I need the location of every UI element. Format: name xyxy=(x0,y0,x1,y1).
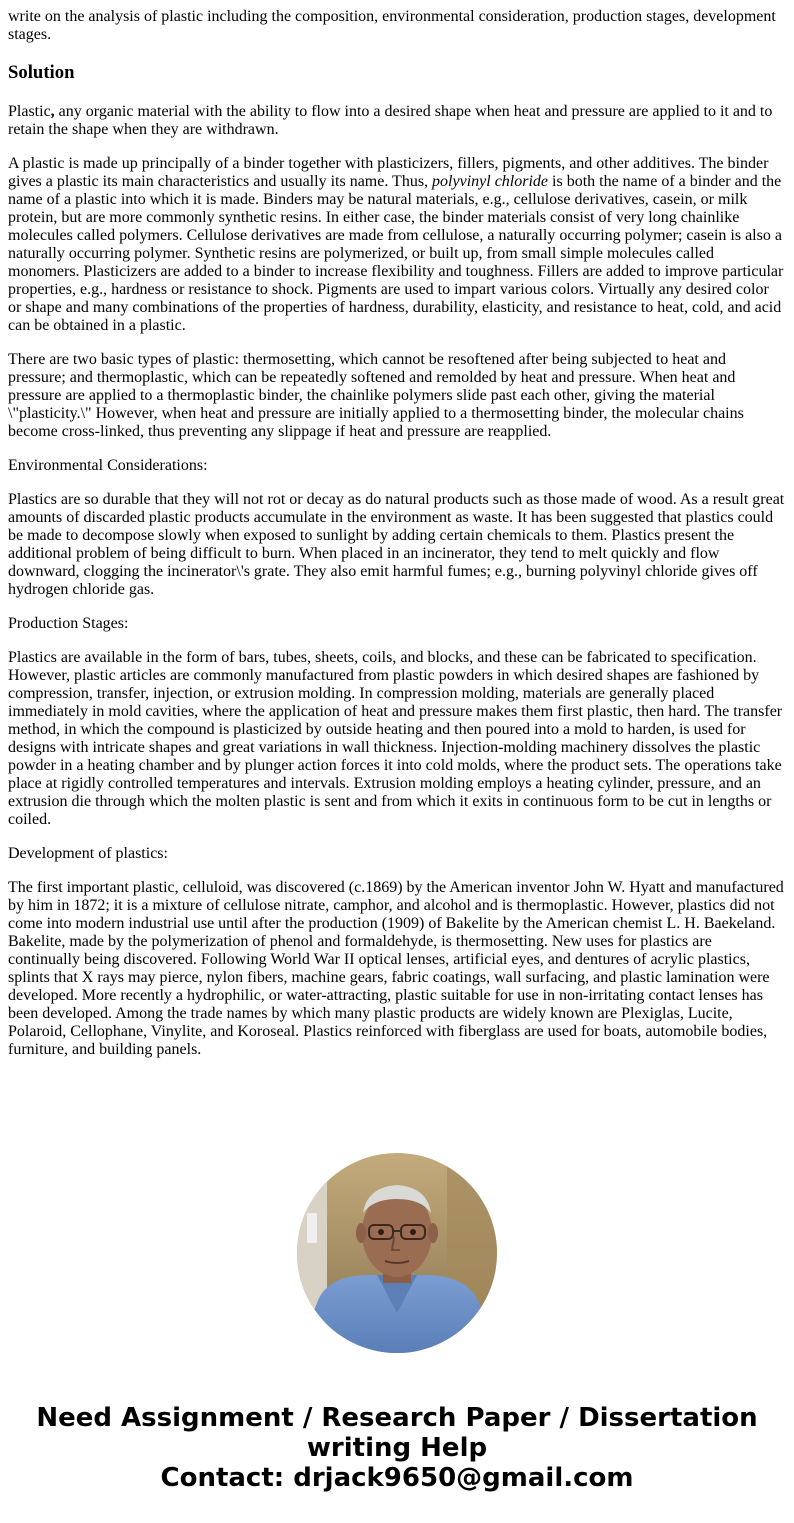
production-paragraph: Plastics are available in the form of bars, tubes, sheets, coils, and blocks, and these can be fabricated to specification. However, plastic articles are commonly manufactured from plastic powders in which desired shapes are fashioned by compression, transfer, injection, or extrusion molding. In compression molding, materials are generally placed immediately in mold cavities, where the application of heat and pressure makes them first plastic, then hard. The transfer method, in which the compound is plasticized by outside heating and then poured into a mold to harden, is used for designs with intricate shapes and great variations in wall thickness. Injection-molding machinery dissolves the plastic powder in a heating chamber and by plunger action forces it into cold molds, where the product sets. The operations take place at rigidly controlled temperatures and intervals. Extrusion molding employs a heating cylinder, pressure, and an extrusion die through which the molten plastic is sent and from which it exits in continuous form to be cut in lengths or coiled. xyxy=(8,649,783,828)
cta-line-2: writing Help xyxy=(306,1433,488,1463)
composition-paragraph xyxy=(8,155,786,335)
solution-heading: Solution xyxy=(8,62,75,83)
composition-text-before: A plastic is made up principally of a binder together with plasticizers, fillers, pigments, and other additives. The binder gives a plastic its main characteristics and usually its name. Thus, xyxy=(8,155,769,190)
environmental-paragraph: Plastics are so durable that they will not rot or decay as do natural products such as those made of wood. As a result great amounts of discarded plastic products accumulate in the environment as waste. It has been suggested that plastics could be made to decompose slowly when exposed to sunlight by adding certain chemicals to them. Plastics present the additional problem of being difficult to burn. When placed in an incinerator, they tend to melt quickly and flow downward, clogging the incinerator\'s grate. They also emit harmful fumes; e.g., burning polyvinyl chloride gives off hydrogen chloride gas. xyxy=(8,491,785,598)
production-heading: Production Stages: xyxy=(8,615,129,632)
definition-paragraph xyxy=(8,103,786,139)
types-paragraph: There are two basic types of plastic: thermosetting, which cannot be resoftened after being subjected to heat and pressure; and thermoplastic, which can be repeatedly softened and remolded by heat and pressure. When heat and pressure are applied to a thermoplastic binder, the chainlike polymers slide past each other, giving the material \"plasticity.\" However, when heat and pressure are initially applied to a thermosetting binder, the molecular chains become cross-linked, thus preventing any slippage if heat and pressure are reapplied. xyxy=(8,351,744,440)
article xyxy=(8,8,786,1075)
author-avatar xyxy=(297,1153,497,1353)
environmental-heading: Environmental Considerations: xyxy=(8,457,208,474)
definition-term: Plastic xyxy=(8,103,51,120)
definition-comma: , xyxy=(50,103,55,120)
development-heading: Development of plastics: xyxy=(8,845,168,862)
cta-line-1: Need Assignment / Research Paper / Dissertation xyxy=(36,1403,758,1433)
composition-italic-term: polyvinyl chloride xyxy=(432,173,549,190)
contact-banner xyxy=(0,1403,794,1493)
author-portrait-image xyxy=(297,1153,497,1353)
definition-text: any organic material with the ability to flow into a desired shape when heat and pressure are applied to it and to retain the shape when they are withdrawn. xyxy=(8,103,773,138)
development-paragraph: The first important plastic, celluloid, was discovered (c.1869) by the American inventor John W. Hyatt and manufactured by him in 1872; it is a mixture of cellulose nitrate, camphor, and alcohol and is thermoplastic. However, plastics did not come into modern industrial use until after the production (1909) of Bakelite by the American chemist L. H. Baekeland. Bakelite, made by the polymerization of phenol and formaldehyde, is thermosetting. New uses for plastics are continually being discovered. Following World War II optical lenses, artificial eyes, and dentures of acrylic plastics, splints that X rays may pierce, nylon fibers, machine gears, fabric coatings, wall surfacing, and plastic lamination were developed. More recently a hydrophilic, or water-attracting, plastic suitable for use in non-irritating contact lenses has been developed. Among the trade names by which many plastic products are widely known are Plexiglas, Lucite, Polaroid, Cellophane, Vinylite, and Koroseal. Plastics reinforced with fiberglass are used for boats, automobile bodies, furniture, and building panels. xyxy=(8,879,784,1058)
question-text: write on the analysis of plastic including the composition, environmental consideration, production stages, development stages. xyxy=(8,8,776,43)
composition-text-after: is both the name of a binder and the name of a plastic into which it is made. Binders may be natural materials, e.g., cellulose derivatives, casein, or milk protein, but are more commonly synthetic resins. In either case, the binder materials consist of very long chainlike molecules called polymers. Cellulose derivatives are made from cellulose, a naturally occurring polymer; casein is also a naturally occurring polymer. Synthetic resins are polymerized, or built up, from small simple molecules called monomers. Plasticizers are added to a binder to increase flexibility and toughness. Fillers are added to improve particular properties, e.g., hardness or resistance to shock. Pigments are used to impart various colors. Virtually any desired color or shape and many combinations of the properties of hardness, durability, elasticity, and resistance to heat, cold, and acid can be obtained in a plastic. xyxy=(8,173,784,334)
cta-contact-email[interactable]: Contact: drjack9650@gmail.com xyxy=(160,1463,634,1493)
